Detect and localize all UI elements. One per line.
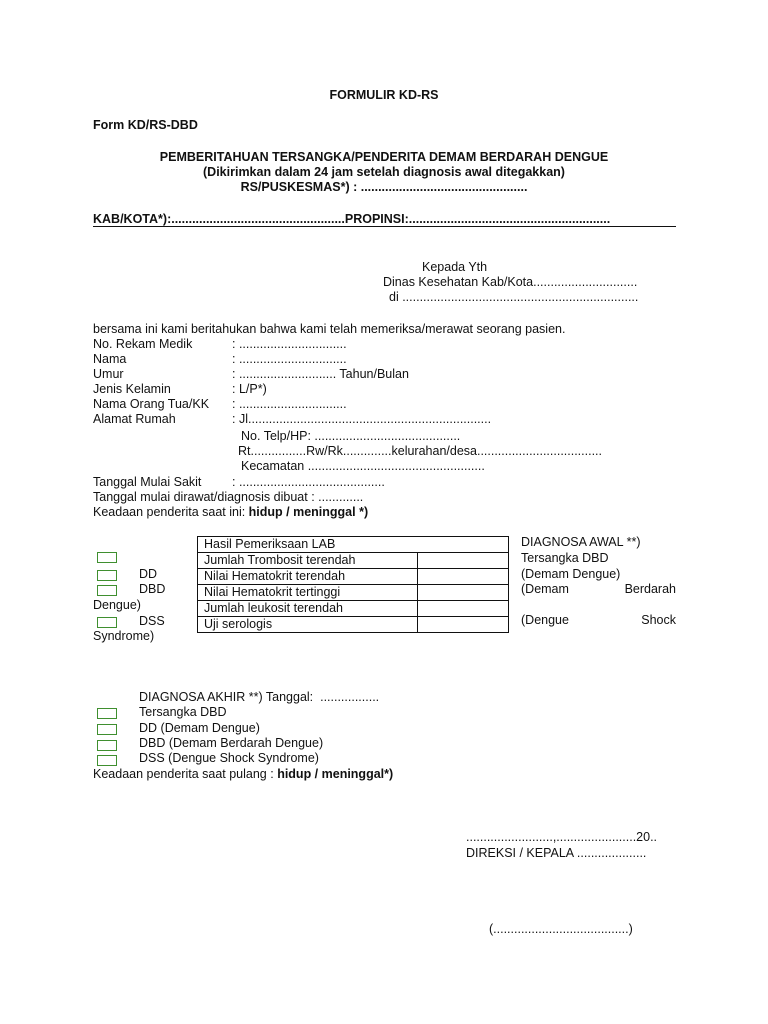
header-divider <box>93 226 676 227</box>
form-code: Form KD/RS-DBD <box>93 118 198 132</box>
discharge-options: hidup / meninggal*) <box>277 767 394 781</box>
address-rt-rw: Rt................Rw/Rk..............kelurahan/desa.................................... <box>238 444 602 458</box>
recipient-salutation: Kepada Yth <box>422 260 488 274</box>
checkbox-tersangka-dbd-awal[interactable] <box>97 552 117 563</box>
lab-item-cell: Jumlah Trombosit terendah <box>198 553 418 569</box>
lab-item-cell: Nilai Hematokrit terendah <box>198 569 418 585</box>
table-row <box>198 569 509 585</box>
table-row <box>198 617 509 633</box>
option-dd-label: DD <box>139 567 158 581</box>
diagnosa-akhir-option: Tersangka DBD <box>139 705 227 719</box>
checkbox-dd-akhir[interactable] <box>97 724 117 735</box>
signature-date: .........................,.......................20.. <box>466 830 658 844</box>
diagnosa-akhir-title: DIAGNOSA AKHIR **) Tanggal: ................. <box>139 690 380 704</box>
field-label: No. Rekam Medik <box>93 337 193 351</box>
discharge-label: Keadaan penderita saat pulang : <box>93 767 278 781</box>
table-row <box>198 601 509 617</box>
table-row <box>198 585 509 601</box>
lab-value-cell[interactable] <box>418 601 509 617</box>
recipient-location: di .................................................................... <box>389 290 639 304</box>
lab-results-table <box>197 536 509 633</box>
lab-item-cell: Jumlah leukosit terendah <box>198 601 418 617</box>
lab-item-cell: Nilai Hematokrit tertinggi <box>198 585 418 601</box>
option-dbd-label: DBD <box>139 582 166 596</box>
field-value: : L/P*) <box>232 382 267 396</box>
checkbox-tersangka-dbd-akhir[interactable] <box>97 708 117 719</box>
recipient-office: Dinas Kesehatan Kab/Kota.............................. <box>383 275 638 289</box>
form-title: FORMULIR KD-RS <box>329 88 439 102</box>
field-label: Jenis Kelamin <box>93 382 171 396</box>
address-kecamatan: Kecamatan ................................................... <box>241 459 485 473</box>
diagnosis-date: Tanggal mulai dirawat/diagnosis dibuat : ............. <box>93 490 364 504</box>
text-part: Shock <box>641 613 676 627</box>
text-part: Berdarah <box>624 582 676 596</box>
lab-value-cell[interactable] <box>418 585 509 601</box>
current-condition <box>93 505 368 520</box>
rs-puskesmas-field: RS/PUSKESMAS*) : ................................................ <box>240 180 528 194</box>
address-phone: No. Telp/HP: .......................................... <box>241 429 461 443</box>
signature-role: DIREKSI / KEPALA .................... <box>466 846 647 860</box>
lab-value-cell[interactable] <box>418 617 509 633</box>
diagnosa-akhir-option: DBD (Demam Berdarah Dengue) <box>139 736 324 750</box>
condition-options: hidup / meninggal *) <box>248 505 369 519</box>
field-label: Nama <box>93 352 127 366</box>
field-value: : Jl...................................................................... <box>232 412 492 426</box>
table-row <box>198 537 509 553</box>
condition-label: Keadaan penderita saat ini: <box>93 505 249 519</box>
patient-intro: bersama ini kami beritahukan bahwa kami telah memeriksa/merawat seorang pasien. <box>93 322 566 336</box>
diagnosa-akhir-option: DD (Demam Dengue) <box>139 721 260 735</box>
diagnosa-awal-title: DIAGNOSA AWAL **) <box>521 535 641 549</box>
diagnosa-awal-option <box>521 582 676 597</box>
field-label: Alamat Rumah <box>93 412 176 426</box>
diagnosa-awal-option <box>521 613 676 628</box>
diagnosa-awal-option: Tersangka DBD <box>521 551 609 565</box>
checkbox-dbd-akhir[interactable] <box>97 740 117 751</box>
form-heading: PEMBERITAHUAN TERSANGKA/PENDERITA DEMAM BERDARAH DENGUE <box>159 150 609 164</box>
lab-value-cell[interactable] <box>418 553 509 569</box>
checkbox-dd-awal[interactable] <box>97 570 117 581</box>
field-value: : ............................... <box>232 352 347 366</box>
field-label: Umur <box>93 367 124 381</box>
field-value: : ............................ Tahun/Bulan <box>232 367 409 381</box>
text-part: (Demam <box>521 582 569 596</box>
lab-value-cell[interactable] <box>418 569 509 585</box>
table-row <box>198 553 509 569</box>
lab-header-cell: Hasil Pemeriksaan LAB <box>198 537 509 553</box>
onset-value: : .......................................... <box>232 475 385 489</box>
checkbox-dbd-awal[interactable] <box>97 585 117 596</box>
form-subheading: (Dikirimkan dalam 24 jam setelah diagnosis awal ditegakkan) <box>203 165 565 179</box>
option-dbd-wrap: Dengue) <box>93 598 141 612</box>
diagnosa-awal-option: (Demam Dengue) <box>521 567 621 581</box>
diagnosa-akhir-option: DSS (Dengue Shock Syndrome) <box>139 751 319 765</box>
checkbox-dss-awal[interactable] <box>97 617 117 628</box>
signature-name: (.......................................) <box>489 922 633 936</box>
option-dss-label: DSS <box>139 614 165 628</box>
field-value: : ............................... <box>232 337 347 351</box>
kab-propinsi-field: KAB/KOTA*):..................................................PROPINSI:.......................................................... <box>93 212 611 226</box>
checkbox-dss-akhir[interactable] <box>97 755 117 766</box>
field-label: Nama Orang Tua/KK <box>93 397 210 411</box>
text-part: (Dengue <box>521 613 569 627</box>
lab-item-cell: Uji serologis <box>198 617 418 633</box>
onset-label: Tanggal Mulai Sakit <box>93 475 202 489</box>
field-value: : ............................... <box>232 397 347 411</box>
discharge-condition <box>93 767 393 782</box>
option-dss-wrap: Syndrome) <box>93 629 155 643</box>
